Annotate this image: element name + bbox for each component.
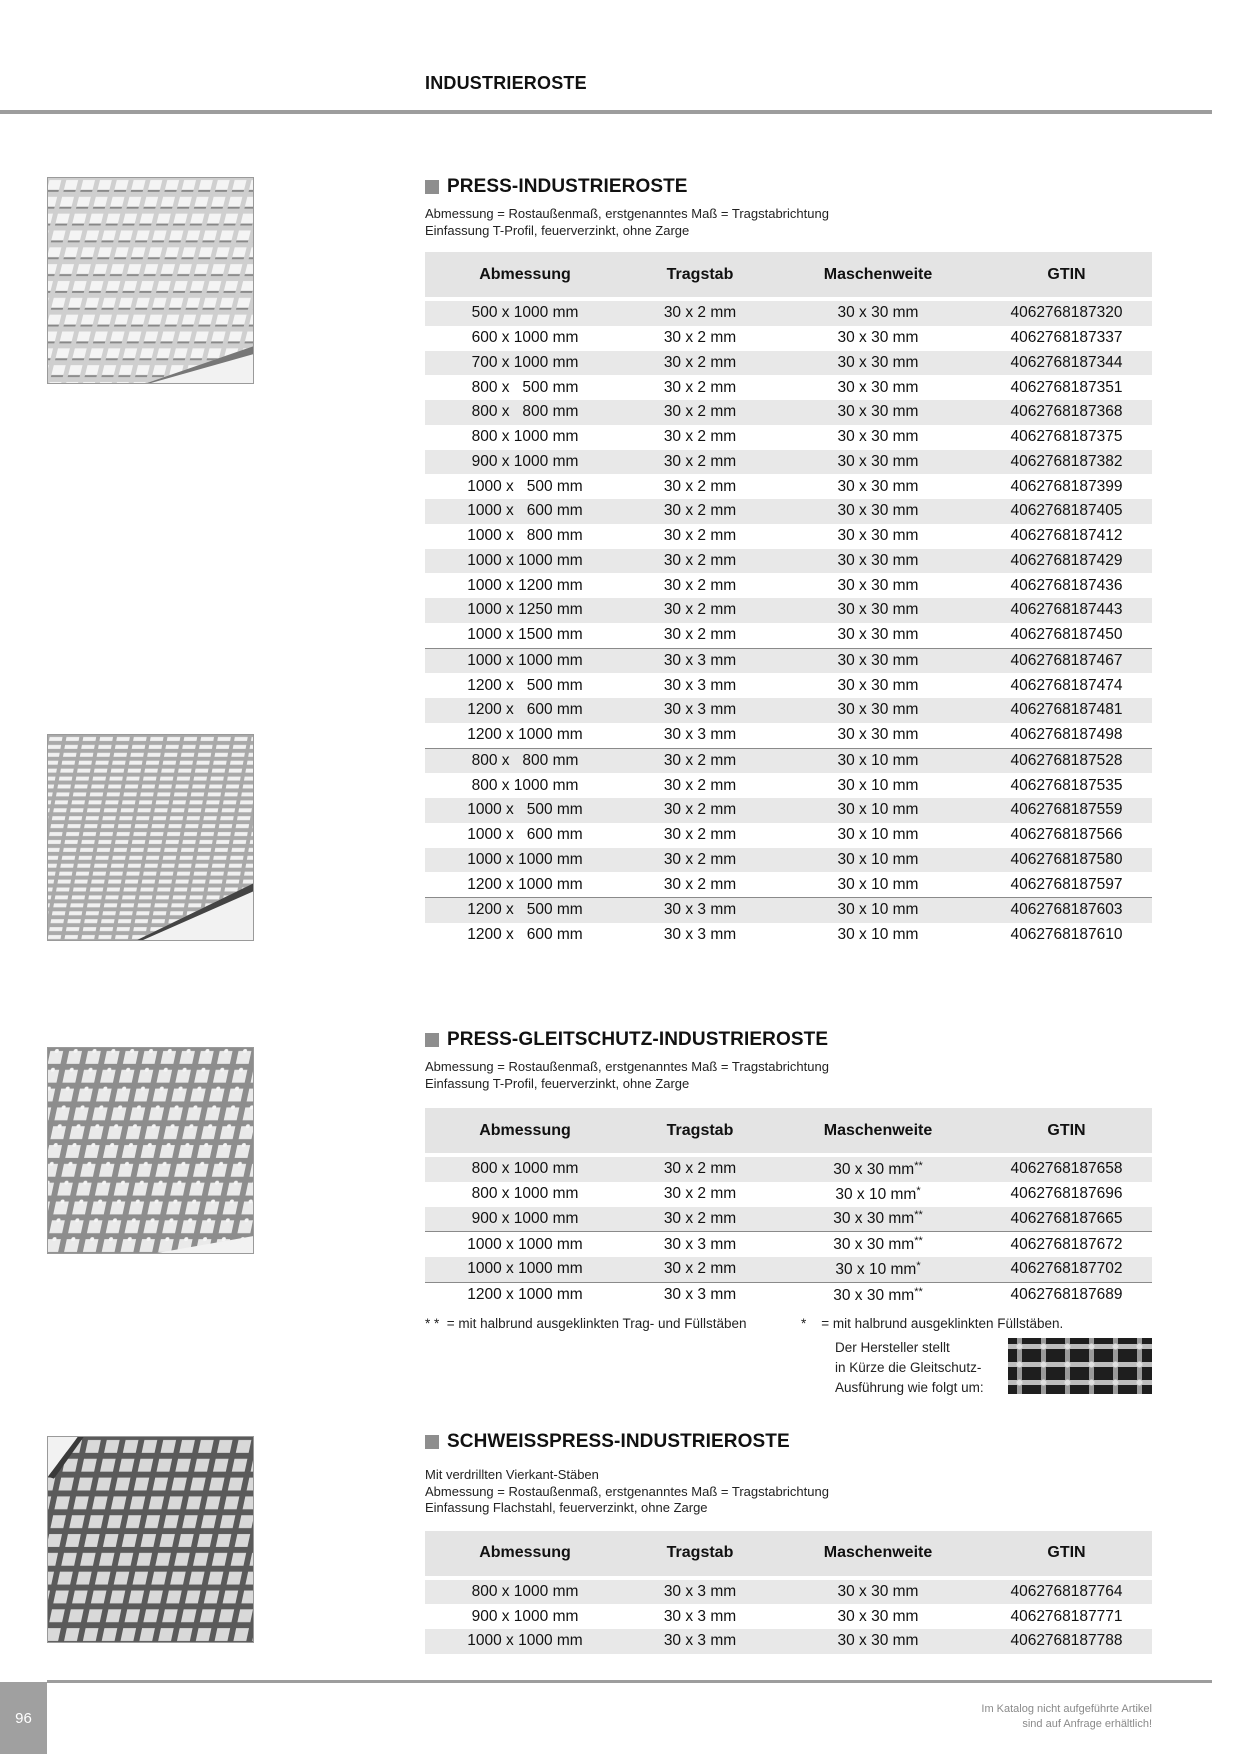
cell-maschenweite: 30 x 30 mm (775, 549, 981, 574)
cell-tragstab: 30 x 3 mm (625, 698, 775, 723)
cell-gtin: 4062768187566 (1010, 826, 1123, 844)
table-row (425, 923, 1152, 948)
cell-maschenweite: 30 x 30 mm (837, 477, 919, 495)
cell-gtin: 4062768187689 (981, 1282, 1152, 1307)
table-row (425, 474, 1152, 499)
cell-gtin: 4062768187467 (981, 648, 1152, 673)
table-row (425, 848, 1152, 873)
grating-press-30x10-icon (48, 735, 253, 940)
cell-gtin: 4062768187702 (981, 1257, 1152, 1282)
table-row (425, 748, 1152, 773)
col-header-tragstab: Tragstab (625, 252, 775, 297)
section-title: SCHWEISSPRESS-INDUSTRIEROSTE (425, 1431, 1152, 1453)
cell-maschenweite: 30 x 30 mm (837, 1607, 919, 1625)
cell-gtin: 4062768187344 (981, 351, 1152, 376)
table-row (425, 1207, 1152, 1232)
section-title: PRESS-INDUSTRIEROSTE (425, 176, 1152, 198)
cell-tragstab: 30 x 3 mm (625, 1282, 775, 1307)
cell-tragstab: 30 x 3 mm (663, 1607, 737, 1625)
cell-abmessung: 1200 x 600 mm (425, 698, 625, 723)
spec-table (425, 1531, 1152, 1654)
cell-maschenweite: 30 x 10 mm (775, 748, 981, 773)
cell-abmessung: 800 x 1000 mm (471, 1185, 579, 1203)
cell-abmessung: 1000 x 1000 mm (425, 1629, 625, 1654)
cell-abmessung: 1000 x 500 mm (425, 798, 625, 823)
table-row (425, 1629, 1152, 1654)
cell-gtin: 4062768187382 (981, 450, 1152, 475)
cell-abmessung: 800 x 1000 mm (471, 428, 579, 446)
table-row (425, 524, 1152, 549)
table-row (425, 648, 1152, 673)
antislip-detail-image (1008, 1338, 1152, 1394)
cell-maschenweite: 30 x 30 mm** (775, 1157, 981, 1182)
grating-image-gleitschutz (47, 1047, 254, 1254)
col-header-tragstab: Tragstab (625, 1531, 775, 1576)
cell-gtin: 4062768187535 (1010, 776, 1123, 794)
cell-maschenweite: 30 x 30 mm (775, 648, 981, 673)
col-header-gtin: GTIN (981, 1531, 1152, 1576)
cell-tragstab: 30 x 2 mm (625, 499, 775, 524)
cell-tragstab: 30 x 3 mm (625, 1580, 775, 1605)
cell-gtin: 4062768187528 (981, 748, 1152, 773)
section-description: Mit verdrillten Vierkant-Stäben Abmessung = Rostaußenmaß, erstgenanntes Maß = Tragstabrichtung Einfassung Flachstahl, feuerverzinkt, ohne Zarge (425, 1467, 829, 1515)
cell-gtin: 4062768187498 (1010, 726, 1123, 744)
cell-maschenweite: 30 x 30 mm (775, 499, 981, 524)
cell-abmessung: 1000 x 800 mm (467, 527, 583, 545)
grating-image-press-fine (47, 734, 254, 941)
cell-tragstab: 30 x 2 mm (663, 378, 737, 396)
cell-abmessung: 1000 x 1250 mm (425, 598, 625, 623)
table-row (425, 872, 1152, 897)
cell-tragstab: 30 x 2 mm (625, 301, 775, 326)
cell-gtin: 4062768187375 (1010, 428, 1123, 446)
cell-tragstab: 30 x 2 mm (663, 875, 737, 893)
grating-welded-icon (48, 1437, 253, 1642)
cell-maschenweite: 30 x 30 mm (837, 576, 919, 594)
table-row (425, 326, 1152, 351)
col-header-maschenweite: Maschenweite (775, 1108, 981, 1153)
cell-gtin: 4062768187603 (981, 898, 1152, 923)
footer-note: Im Katalog nicht aufgeführte Artikel sind auf Anfrage erhältlich! (981, 1703, 1152, 1730)
table-row (425, 623, 1152, 648)
cell-maschenweite: 30 x 30 mm (837, 527, 919, 545)
cell-tragstab: 30 x 2 mm (663, 1185, 737, 1203)
cell-maschenweite: 30 x 10 mm (837, 926, 919, 944)
section-description: Abmessung = Rostaußenmaß, erstgenanntes Maß = Tragstabrichtung Einfassung T-Profil, feuerverzinkt, ohne Zarge (425, 206, 829, 238)
cell-maschenweite: 30 x 30 mm** (775, 1282, 981, 1307)
header-divider (0, 110, 1212, 114)
table-row (425, 798, 1152, 823)
bullet-square-icon (425, 180, 439, 194)
cell-maschenweite: 30 x 30 mm** (775, 1207, 981, 1232)
cell-tragstab: 30 x 2 mm (625, 1157, 775, 1182)
cell-tragstab: 30 x 2 mm (663, 527, 737, 545)
col-header-abmessung: Abmessung (425, 252, 625, 297)
cell-tragstab: 30 x 2 mm (663, 428, 737, 446)
table-row (425, 823, 1152, 848)
cell-maschenweite: 30 x 30 mm (775, 598, 981, 623)
cell-tragstab: 30 x 3 mm (625, 1232, 775, 1257)
cell-maschenweite: 30 x 30 mm (837, 428, 919, 446)
cell-tragstab: 30 x 3 mm (625, 898, 775, 923)
cell-gtin: 4062768187696 (1010, 1185, 1123, 1203)
cell-gtin: 4062768187436 (1010, 576, 1123, 594)
cell-tragstab: 30 x 3 mm (663, 726, 737, 744)
table-row (425, 1232, 1152, 1257)
cell-gtin: 4062768187597 (1010, 875, 1123, 893)
bullet-square-icon (425, 1033, 439, 1047)
cell-maschenweite: 30 x 30 mm (775, 301, 981, 326)
footnote-marker: * (916, 1259, 921, 1272)
cell-tragstab: 30 x 2 mm (663, 329, 737, 347)
cell-maschenweite: 30 x 30 mm (775, 351, 981, 376)
cell-tragstab: 30 x 2 mm (625, 400, 775, 425)
table-row (425, 425, 1152, 450)
cell-abmessung: 1200 x 1000 mm (467, 875, 583, 893)
cell-maschenweite: 30 x 10 mm (775, 898, 981, 923)
table-row (425, 375, 1152, 400)
cell-gtin: 4062768187429 (981, 549, 1152, 574)
cell-maschenweite: 30 x 10 mm* (775, 1257, 981, 1282)
grating-image-schweisspress (47, 1436, 254, 1643)
table-row (425, 898, 1152, 923)
cell-tragstab: 30 x 2 mm (625, 848, 775, 873)
cell-maschenweite: 30 x 10 mm (775, 798, 981, 823)
col-header-tragstab: Tragstab (625, 1108, 775, 1153)
table-row (425, 1604, 1152, 1629)
cell-gtin: 4062768187610 (1010, 926, 1123, 944)
cell-maschenweite: 30 x 30 mm (775, 1629, 981, 1654)
table-row (425, 573, 1152, 598)
cell-tragstab: 30 x 2 mm (663, 477, 737, 495)
cell-gtin: 4062768187320 (981, 301, 1152, 326)
table-row (425, 723, 1152, 748)
cell-gtin: 4062768187351 (1010, 378, 1123, 396)
cell-maschenweite: 30 x 30 mm (837, 676, 919, 694)
table-row (425, 673, 1152, 698)
cell-tragstab: 30 x 3 mm (663, 926, 737, 944)
cell-abmessung: 1000 x 600 mm (467, 826, 583, 844)
cell-abmessung: 800 x 800 mm (425, 400, 625, 425)
cell-tragstab: 30 x 2 mm (663, 626, 737, 644)
cell-gtin: 4062768187481 (981, 698, 1152, 723)
section-press-industrieroste (425, 176, 1152, 948)
spec-table (425, 252, 1152, 948)
cell-gtin: 4062768187412 (1010, 527, 1123, 545)
table-row (425, 301, 1152, 326)
antislip-detail-icon (1008, 1338, 1152, 1394)
cell-maschenweite: 30 x 30 mm** (775, 1232, 981, 1257)
spec-table (425, 1108, 1152, 1308)
table-row (425, 351, 1152, 376)
cell-abmessung: 1200 x 500 mm (467, 676, 583, 694)
cell-abmessung: 800 x 1000 mm (425, 1157, 625, 1182)
cell-tragstab: 30 x 2 mm (625, 748, 775, 773)
cell-abmessung: 1000 x 1000 mm (425, 848, 625, 873)
cell-abmessung: 1200 x 1000 mm (425, 1282, 625, 1307)
cell-gtin: 4062768187658 (981, 1157, 1152, 1182)
cell-abmessung: 1000 x 1000 mm (425, 1232, 625, 1257)
cell-gtin: 4062768187399 (1010, 477, 1123, 495)
page-title: INDUSTRIEROSTE (425, 73, 587, 93)
col-header-abmessung: Abmessung (425, 1108, 625, 1153)
cell-abmessung: 800 x 800 mm (425, 748, 625, 773)
cell-maschenweite: 30 x 10 mm* (835, 1184, 921, 1203)
table-row (425, 400, 1152, 425)
cell-maschenweite: 30 x 10 mm (837, 776, 919, 794)
footnotes (425, 1316, 1152, 1396)
cell-abmessung: 800 x 1000 mm (471, 776, 579, 794)
cell-abmessung: 900 x 1000 mm (425, 1207, 625, 1232)
footnote-manufacturer-note: Der Hersteller stellt in Kürze die Gleitschutz- Ausführung wie folgt um: (835, 1340, 984, 1395)
cell-abmessung: 600 x 1000 mm (471, 329, 579, 347)
col-header-maschenweite: Maschenweite (775, 1531, 981, 1576)
table-row (425, 1282, 1152, 1307)
footnote-marker: ** (914, 1209, 923, 1222)
cell-gtin: 4062768187788 (981, 1629, 1152, 1654)
cell-maschenweite: 30 x 10 mm (775, 848, 981, 873)
footnote-marker: ** (914, 1235, 923, 1248)
footnote-marker: ** (914, 1285, 923, 1298)
section-title: PRESS-GLEITSCHUTZ-INDUSTRIEROSTE (425, 1029, 1152, 1051)
table-row (425, 598, 1152, 623)
table-row (425, 1257, 1152, 1282)
cell-gtin: 4062768187771 (1010, 1607, 1123, 1625)
table-row (425, 698, 1152, 723)
cell-tragstab: 30 x 2 mm (625, 598, 775, 623)
cell-maschenweite: 30 x 10 mm (837, 826, 919, 844)
table-row (425, 1182, 1152, 1207)
table-row (425, 1580, 1152, 1605)
cell-maschenweite: 30 x 30 mm (837, 378, 919, 396)
col-header-gtin: GTIN (981, 252, 1152, 297)
cell-abmessung: 1200 x 600 mm (467, 926, 583, 944)
cell-maschenweite: 30 x 30 mm (775, 400, 981, 425)
footnote-marker: * (916, 1184, 921, 1197)
section-press-gleitschutz (425, 1029, 1152, 1308)
cell-tragstab: 30 x 2 mm (663, 776, 737, 794)
table-row (425, 773, 1152, 798)
cell-maschenweite: 30 x 30 mm (837, 626, 919, 644)
table-row (425, 499, 1152, 524)
cell-gtin: 4062768187337 (1010, 329, 1123, 347)
cell-gtin: 4062768187368 (981, 400, 1152, 425)
footnote-double-star: * * = mit halbrund ausgeklinkten Trag- und Füllstäben (425, 1316, 747, 1331)
cell-maschenweite: 30 x 30 mm (775, 1580, 981, 1605)
table-row (425, 450, 1152, 475)
cell-tragstab: 30 x 3 mm (625, 648, 775, 673)
col-header-maschenweite: Maschenweite (775, 252, 981, 297)
cell-tragstab: 30 x 3 mm (663, 676, 737, 694)
cell-gtin: 4062768187559 (981, 798, 1152, 823)
page-number: 96 (0, 1682, 47, 1754)
cell-abmessung: 1200 x 500 mm (425, 898, 625, 923)
cell-abmessung: 500 x 1000 mm (425, 301, 625, 326)
footnote-marker: ** (914, 1159, 923, 1172)
col-header-abmessung: Abmessung (425, 1531, 625, 1576)
cell-abmessung: 1000 x 1500 mm (467, 626, 583, 644)
cell-gtin: 4062768187474 (1010, 676, 1123, 694)
cell-gtin: 4062768187405 (981, 499, 1152, 524)
grating-image-press (47, 177, 254, 384)
cell-abmessung: 1000 x 600 mm (425, 499, 625, 524)
grating-antislip-icon (48, 1048, 253, 1253)
cell-tragstab: 30 x 2 mm (625, 450, 775, 475)
cell-gtin: 4062768187450 (1010, 626, 1123, 644)
cell-abmessung: 800 x 500 mm (471, 378, 579, 396)
cell-abmessung: 1000 x 1000 mm (425, 1257, 625, 1282)
cell-abmessung: 800 x 1000 mm (425, 1580, 625, 1605)
cell-tragstab: 30 x 2 mm (625, 1257, 775, 1282)
cell-tragstab: 30 x 2 mm (625, 549, 775, 574)
footnote-single-star: * = mit halbrund ausgeklinkten Füllstäben. (801, 1316, 1064, 1331)
table-row (425, 1157, 1152, 1182)
table-row (425, 549, 1152, 574)
cell-abmessung: 1000 x 500 mm (467, 477, 583, 495)
cell-abmessung: 1200 x 1000 mm (467, 726, 583, 744)
cell-abmessung: 700 x 1000 mm (425, 351, 625, 376)
cell-maschenweite: 30 x 30 mm (775, 698, 981, 723)
cell-gtin: 4062768187443 (981, 598, 1152, 623)
bullet-square-icon (425, 1435, 439, 1449)
cell-tragstab: 30 x 2 mm (625, 351, 775, 376)
cell-abmessung: 1000 x 1000 mm (425, 648, 625, 673)
cell-abmessung: 900 x 1000 mm (471, 1607, 579, 1625)
cell-abmessung: 1000 x 1000 mm (425, 549, 625, 574)
grating-press-30x30-icon (48, 178, 253, 383)
cell-gtin: 4062768187665 (981, 1207, 1152, 1232)
cell-maschenweite: 30 x 30 mm (775, 450, 981, 475)
col-header-gtin: GTIN (981, 1108, 1152, 1153)
section-schweisspress (425, 1431, 1152, 1654)
cell-maschenweite: 30 x 10 mm (837, 875, 919, 893)
cell-tragstab: 30 x 3 mm (625, 1629, 775, 1654)
cell-gtin: 4062768187764 (981, 1580, 1152, 1605)
cell-abmessung: 1000 x 1200 mm (467, 576, 583, 594)
cell-tragstab: 30 x 2 mm (663, 826, 737, 844)
section-description: Abmessung = Rostaußenmaß, erstgenanntes Maß = Tragstabrichtung Einfassung T-Profil, feuerverzinkt, ohne Zarge (425, 1059, 829, 1091)
cell-tragstab: 30 x 2 mm (663, 576, 737, 594)
cell-gtin: 4062768187672 (981, 1232, 1152, 1257)
footer-divider (47, 1680, 1212, 1683)
cell-gtin: 4062768187580 (981, 848, 1152, 873)
cell-maschenweite: 30 x 30 mm (837, 329, 919, 347)
cell-tragstab: 30 x 2 mm (625, 798, 775, 823)
cell-tragstab: 30 x 2 mm (625, 1207, 775, 1232)
cell-maschenweite: 30 x 30 mm (837, 726, 919, 744)
cell-abmessung: 900 x 1000 mm (425, 450, 625, 475)
